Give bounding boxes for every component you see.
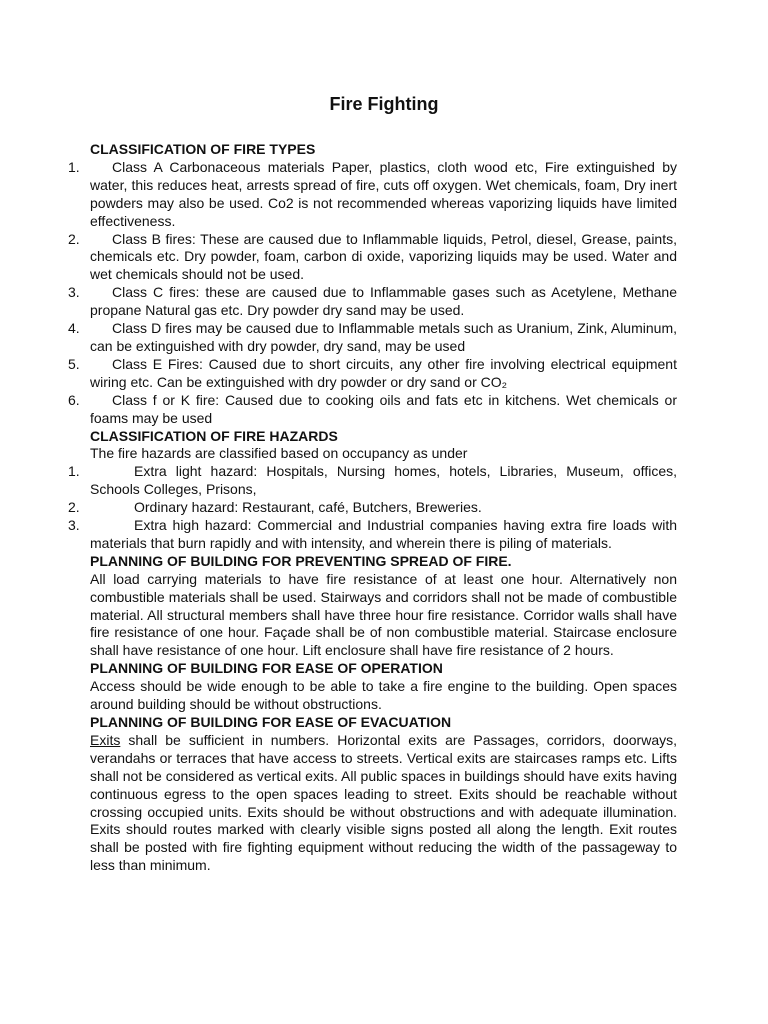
list-item-text: Class A Carbonaceous materials Paper, plastics, cloth wood etc, Fire extinguished by water, this reduces heat, arrests spread of fire, cuts off oxygen. Wet chemicals, foam, Dry inert powders may also be used. Co2 is not recommended whereas vaporizing liquids have limited effectiveness. bbox=[90, 158, 677, 229]
operation-paragraph: Access should be wide enough to be able to take a fire engine to the building. Open spaces around building should be without obstructions. bbox=[90, 678, 677, 713]
list-number: 3. bbox=[68, 284, 80, 301]
exits-term: Exits bbox=[90, 731, 121, 748]
document-title: Fire Fighting bbox=[329, 94, 439, 114]
list-number: 2. bbox=[68, 230, 80, 247]
list-number: 3. bbox=[68, 517, 80, 534]
list-item bbox=[68, 517, 677, 553]
list-item bbox=[68, 391, 677, 428]
fire-hazards-intro: The fire hazards are classified based on occupancy as under bbox=[90, 445, 468, 462]
list-item bbox=[68, 355, 677, 392]
list-number: 1. bbox=[68, 463, 80, 480]
list-number: 5. bbox=[68, 355, 80, 372]
list-item bbox=[68, 284, 677, 320]
fire-hazards-heading: CLASSIFICATION OF FIRE HAZARDS bbox=[90, 427, 338, 444]
fire-types-heading: CLASSIFICATION OF FIRE TYPES bbox=[90, 141, 316, 157]
list-number: 1. bbox=[68, 158, 80, 175]
list-item-text: Extra high hazard: Commercial and Industrial companies having extra fire loads with materials that burn rapidly and with intensity, and wherein there is piling of materials. bbox=[90, 517, 677, 551]
list-item-text: Ordinary hazard: Restaurant, café, Butchers, Breweries. bbox=[134, 499, 482, 516]
evacuation-text: shall be sufficient in numbers. Horizontal exits are Passages, corridors, doorways, verandahs or terraces that have access to streets. Vertical exits are staircases ramps etc. Lifts shall not be considered as vertical exits. All public spaces in buildings should have exits having continuous egress to the open spaces leading to street. Exits should be reachable without crossing occupied units. Exits should be without obstructions and with adequate illumination. Exits should routes marked with clearly visible signs posted all along the length. Exit routes shall be posted with fire fighting equipment without reducing the width of the passageway to less than minimum. bbox=[90, 731, 677, 874]
document-body bbox=[68, 141, 677, 875]
fire-types-list bbox=[68, 158, 677, 428]
fire-hazards-list bbox=[68, 463, 677, 553]
spread-paragraph: All load carrying materials to have fire resistance of at least one hour. Alternatively non combustible materials shall be used. Stairways and corridors shall not be made of combustible material. All structural members shall have three hour fire resistance. Corridor walls shall have fire resistance of one hour. Façade shall be of non combustible material. Staircase enclosure shall have resistance of one hour. Lift enclosure shall have fire resistance of 2 hours. bbox=[90, 570, 677, 659]
list-item bbox=[68, 158, 677, 231]
list-number: 6. bbox=[68, 391, 80, 408]
list-number: 4. bbox=[68, 320, 80, 337]
list-item-text: Class B fires: These are caused due to Inflammable liquids, Petrol, diesel, Grease, paints, chemicals etc. Dry powder, foam, carbon di oxide, vaporizing liquids may be used. Water and wet chemicals should not be used. bbox=[90, 230, 677, 283]
list-item bbox=[68, 463, 677, 499]
operation-heading: PLANNING OF BUILDING FOR EASE OF OPERATION bbox=[90, 660, 443, 677]
list-item bbox=[68, 230, 677, 285]
list-item bbox=[68, 320, 677, 356]
list-item-text: Class f or K fire: Caused due to cooking oils and fats etc in kitchens. Wet chemicals or foams may be used bbox=[90, 391, 677, 426]
list-item-text: Class D fires may be caused due to Inflammable metals such as Uranium, Zink, Aluminum, can be extinguished with dry powder, dry sand, may be used bbox=[90, 320, 677, 354]
spread-heading: PLANNING OF BUILDING FOR PREVENTING SPREAD OF FIRE. bbox=[90, 552, 512, 569]
list-number: 2. bbox=[68, 499, 80, 516]
list-item-text: Class C fires: these are caused due to Inflammable gases such as Acetylene, Methane propane Natural gas etc. Dry powder dry sand may be used. bbox=[90, 284, 677, 319]
list-item-text: Class E Fires: Caused due to short circuits, any other fire involving electrical equipment wiring etc. Can be extinguished with dry powder or dry sand or CO₂ bbox=[90, 355, 677, 390]
list-item-text: Extra light hazard: Hospitals, Nursing homes, hotels, Libraries, Museum, offices, Schools Colleges, Prisons, bbox=[90, 463, 677, 498]
list-item bbox=[68, 499, 677, 517]
evacuation-paragraph bbox=[90, 732, 677, 875]
evacuation-heading: PLANNING OF BUILDING FOR EASE OF EVACUATION bbox=[90, 714, 452, 730]
